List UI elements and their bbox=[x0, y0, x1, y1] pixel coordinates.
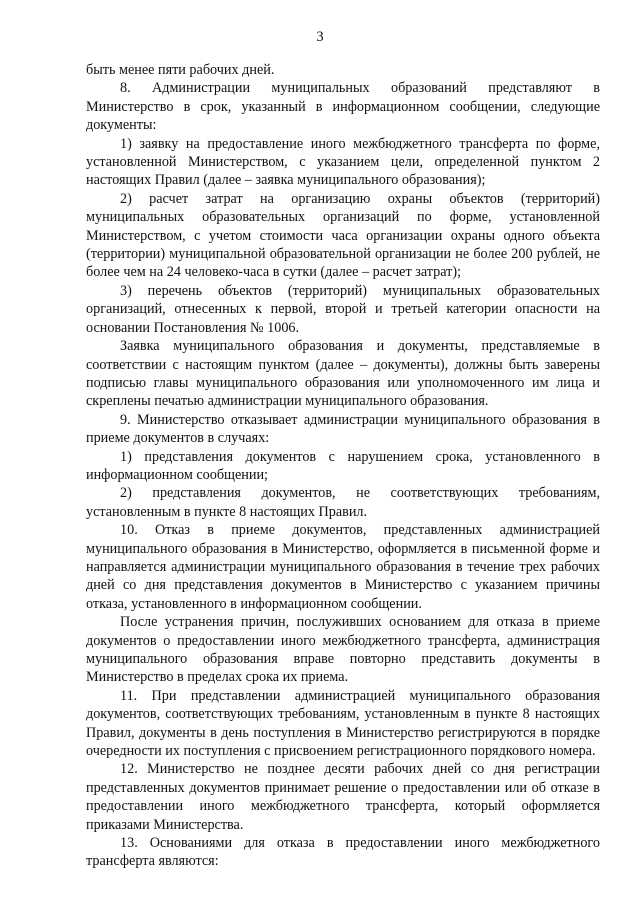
paragraph-item-12: 12. Министерство не позднее десяти рабочих дней со дня регистрации представленных документов принимает решение о предоставлении или об отказе в предоставлении иного межбюджетного трансферта, который оформляется приказами Министерства. bbox=[86, 761, 600, 833]
paragraph-item-8-1: 1) заявку на предоставление иного межбюджетного трансферта по форме, установленной Министерством, с указанием цели, определенной пунктом 2 настоящих Правил (далее – заявка муниципального образования); bbox=[86, 135, 600, 189]
paragraph-application-note: Заявка муниципального образования и документы, представляемые в соответствии с настоящим пунктом (далее – документы), должны быть заверены подписью главы муниципального образования или уполномоченного им лица и скреплены печатью администрации муниципального образования. bbox=[86, 338, 600, 410]
paragraph-item-13: 13. Основаниями для отказа в предоставлении иного межбюджетного трансферта являются: bbox=[86, 835, 600, 870]
paragraph-item-8-2: 2) расчет затрат на организацию охраны объектов (территорий) муниципальных образовательных организаций по форме, установленной Министерством, с учетом стоимости часа организации охраны одного объекта (территории) муниципальной образовательной организации не более 200 рублей, не более чем на 24 человеко-часа в сутки (далее – расчет затрат); bbox=[86, 190, 600, 281]
paragraph-item-9-2: 2) представления документов, не соответствующих требованиям, установленным в пункте 8 настоящих Правил. bbox=[86, 485, 600, 520]
page-number: 3 bbox=[316, 29, 324, 45]
paragraph-item-11: 11. При представлении администрацией муниципального образования документов, соответствующих требованиям, установленным в пункте 8 настоящих Правил, документы в день поступления в Министерство регистрируются в порядке очередности их поступления с присвоением регистрационного порядкового номера. bbox=[86, 687, 600, 760]
paragraph-resubmission: После устранения причин, послуживших основанием для отказа в приеме документов о предоставлении иного межбюджетного трансферта, администрация муниципального образования вправе повторно представить документы в Министерство в пределах срока их приема. bbox=[86, 614, 600, 686]
paragraph-item-8-3: 3) перечень объектов (территорий) муниципальных образовательных организаций, отнесенных к первой, второй и третьей категории опасности на основании Постановления № 1006. bbox=[86, 282, 600, 336]
document-body bbox=[86, 61, 600, 871]
paragraph-continuation: быть менее пяти рабочих дней. bbox=[86, 62, 275, 78]
paragraph-item-9-1: 1) представления документов с нарушением срока, установленного в информационном сообщении; bbox=[86, 448, 600, 483]
paragraph-item-9: 9. Министерство отказывает администрации муниципального образования в приеме документов в случаях: bbox=[86, 411, 600, 447]
paragraph-item-10: 10. Отказ в приеме документов, представленных администрацией муниципального образования в Министерство, оформляется в письменной форме и направляется администрации муниципального образования в течение трех рабочих дней со дня представления документов в Министерство с указанием причины отказа, установленного в информационном сообщении. bbox=[86, 522, 600, 612]
paragraph-item-8: 8. Администрации муниципальных образований представляют в Министерство в срок, указанный в информационном сообщении, следующие документы: bbox=[86, 80, 600, 134]
